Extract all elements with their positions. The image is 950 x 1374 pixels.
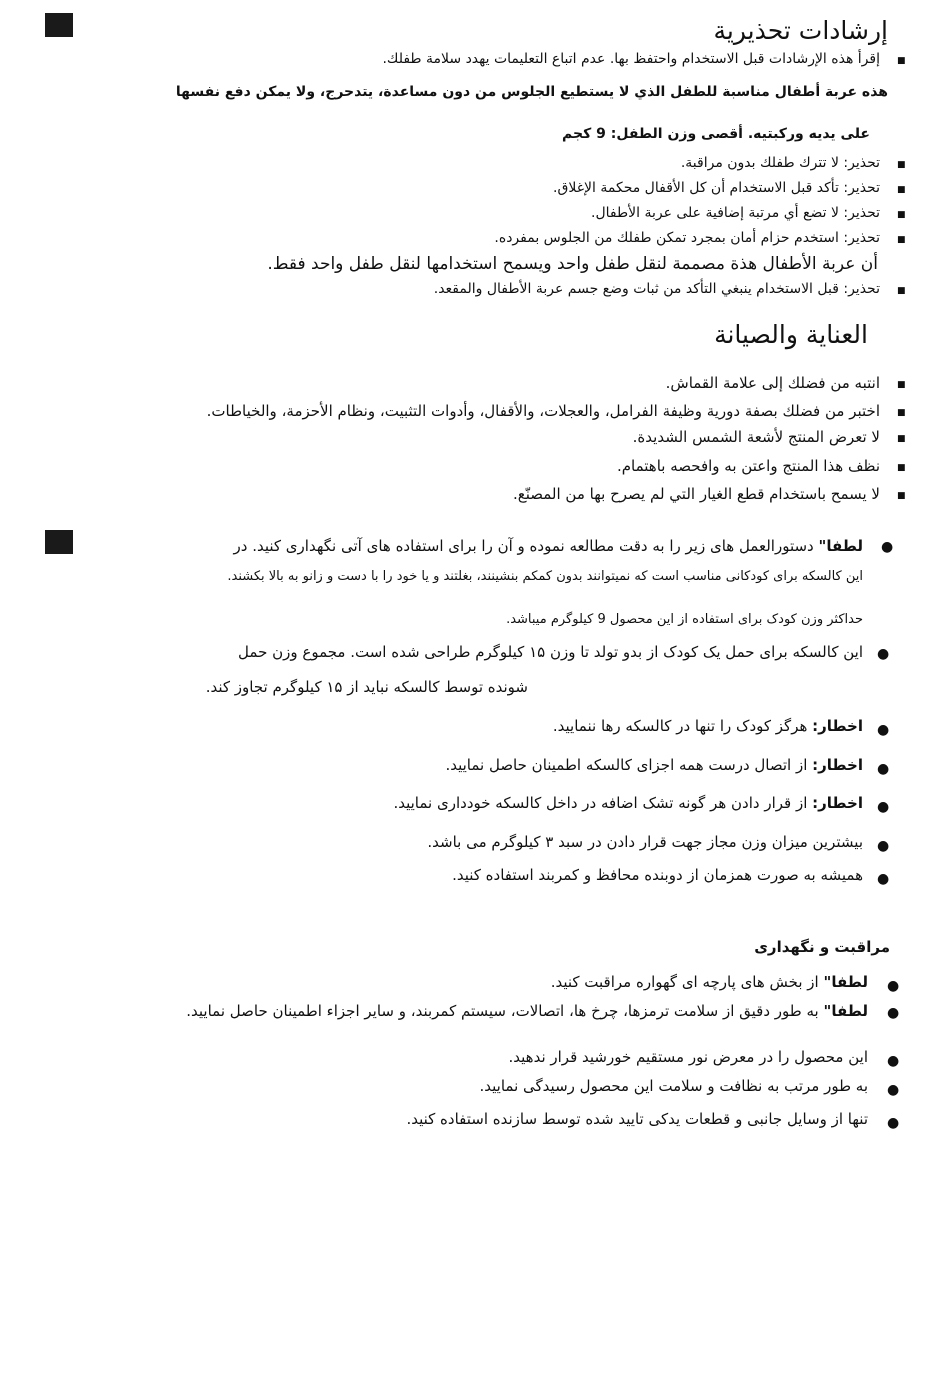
- danger-label: اخطار:: [812, 717, 863, 735]
- bullet: ●: [887, 1082, 900, 1098]
- persian-care-item-1: [551, 973, 868, 991]
- arabic-warning-3: تحذير: لا تضع أي مرتبة إضافية على عربة الأطفال.: [591, 205, 880, 221]
- arabic-care-item-4: نظف هذا المنتج واعتن به وافحصه باهتمام.: [616, 457, 880, 475]
- section-marker-arabic: [45, 13, 73, 37]
- bullet: ■: [897, 210, 906, 220]
- bullet: ■: [897, 185, 906, 195]
- arabic-care-item-2: اختبر من فضلك بصفة دورية وظيفة الفرامل، والعجلات، والأقفال، وأدوات التثبيت، ونظام الأحزمة، والخياطات.: [206, 402, 880, 420]
- bullet: ●: [887, 1053, 900, 1069]
- section-marker-persian: [45, 530, 73, 554]
- bullet: ■: [897, 434, 906, 444]
- bullet: ●: [877, 838, 890, 854]
- arabic-bold-line-2: على يديه وركبتيه. أقصى وزن الطفل: 9 كجم: [562, 126, 870, 142]
- bullet: ●: [887, 978, 900, 994]
- danger-text: هرگز کودک را تنها در کالسکه رها ننمایید.: [552, 717, 813, 735]
- persian-capacity-line-1: این کالسکه برای حمل یک کودک از بدو تولد تا وزن ۱۵ کیلوگرم طراحی شده است. مجموع وزن حمل: [238, 643, 863, 661]
- arabic-title: إرشادات تحذيرية: [713, 16, 888, 45]
- arabic-care-item-3: لا تعرض المنتج لأشعة الشمس الشديدة.: [632, 428, 880, 446]
- care-please: لطفا": [823, 1002, 868, 1020]
- bullet: ■: [897, 380, 906, 390]
- persian-intro-rest: دستورالعمل های زیر را به دقت مطالعه نموده و آن را برای استفاده های آتی نگهداری کنید. در: [233, 537, 819, 555]
- bullet: ●: [887, 1005, 900, 1021]
- danger-label: اخطار:: [812, 794, 863, 812]
- persian-care-item-5: تنها از وسایل جانبی و قطعات یدکی تایید شده توسط سازنده استفاده کنید.: [406, 1110, 868, 1128]
- persian-harness: همیشه به صورت همزمان از دوبنده محافظ و کمربند استفاده کنید.: [452, 866, 863, 884]
- persian-intro-line-2: این کالسکه برای کودکانی مناسب است که نمیتوانند بدون کمکم بنشینند، بغلتند و یا خود را با دست و زانو به بالا بکشند.: [227, 569, 863, 584]
- bullet: ■: [897, 463, 906, 473]
- persian-intro: [234, 537, 864, 555]
- bullet: ●: [881, 539, 894, 555]
- bullet: ●: [877, 761, 890, 777]
- arabic-warning-4: تحذير: استخدم حزام أمان بمجرد تمكن طفلك من الجلوس بمفرده.: [494, 230, 880, 246]
- bullet: ■: [897, 56, 906, 66]
- arabic-warning-1: تحذير: لا تترك طفلك بدون مراقبة.: [680, 155, 880, 171]
- bullet: ■: [897, 286, 906, 296]
- care-text: از بخش های پارچه ای گهواره مراقبت کنید.: [550, 973, 824, 991]
- bullet: ●: [887, 1115, 900, 1131]
- persian-max-weight: حداکثر وزن کودک برای استفاده از این محصول 9 کیلوگرم میباشد.: [506, 612, 863, 627]
- persian-capacity-line-2: شونده توسط کالسکه نباید از ۱۵ کیلوگرم تجاوز کند.: [205, 678, 528, 696]
- arabic-care-item-5: لا يسمح باستخدام قطع الغيار التي لم يصرح بها من المصنّع.: [512, 485, 880, 503]
- arabic-warning-2: تحذير: تأكد قبل الاستخدام أن كل الأقفال محكمة الإغلاق.: [553, 180, 880, 196]
- bullet: ●: [877, 646, 890, 662]
- bullet: ■: [897, 160, 906, 170]
- persian-danger-2: [445, 756, 863, 774]
- danger-text: از اتصال درست همه اجزای کالسکه اطمینان حاصل نمایید.: [445, 756, 813, 774]
- arabic-care-item-1: انتبه من فضلك إلى علامة القماش.: [665, 374, 880, 392]
- danger-text: از قرار دادن هر گونه تشک اضافه در داخل کالسکه خودداری نمایید.: [393, 794, 813, 812]
- arabic-intro: إقرأ هذه الإرشادات قبل الاستخدام واحتفظ بها. عدم اتباع التعليمات يهدد سلامة طفلك.: [382, 51, 880, 67]
- arabic-stability-warning: تحذير: قبل الاستخدام ينبغي التأكد من ثبات وضع جسم عربة الأطفال والمقعد.: [433, 281, 880, 297]
- persian-care-title: مراقبت و نگهداری: [754, 938, 890, 956]
- bullet: ■: [897, 491, 906, 501]
- bullet: ■: [897, 235, 906, 245]
- bullet: ●: [877, 722, 890, 738]
- persian-care-item-4: به طور مرتب به نظافت و سلامت این محصول رسیدگی نمایید.: [479, 1077, 868, 1095]
- arabic-bold-line-1: هذه عربة أطفال مناسبة للطفل الذي لا يستطيع الجلوس من دون مساعدة، يتدحرج، ولا يمكن دفع نفسها: [175, 84, 888, 100]
- bullet: ●: [877, 871, 890, 887]
- arabic-single-child: أن عربة الأطفال هذة مصممة لنقل طفل واحد ويسمح استخدامها لنقل طفل واحد فقط.: [267, 254, 878, 274]
- persian-intro-bold: لطفا": [818, 537, 863, 555]
- bullet: ●: [877, 799, 890, 815]
- persian-care-item-2: [128, 1000, 868, 1023]
- persian-care-item-3: این محصول را در معرض نور مستقیم خورشید قرار ندهید.: [508, 1048, 868, 1066]
- persian-basket-weight: بیشترین میزان وزن مجاز جهت قرار دادن در سبد ۳ کیلوگرم می باشد.: [427, 833, 863, 851]
- persian-danger-3: [393, 794, 863, 812]
- care-text: به طور دقیق از سلامت ترمزها، چرخ ها، اتصالات، سیستم کمربند، و سایر اجزاء اطمینان حاصل نمایید.: [186, 1002, 824, 1020]
- arabic-care-title: العناية والصيانة: [714, 320, 868, 349]
- danger-label: اخطار:: [812, 756, 863, 774]
- care-please: لطفا": [823, 973, 868, 991]
- persian-danger-1: [553, 717, 863, 735]
- bullet: ■: [897, 408, 906, 418]
